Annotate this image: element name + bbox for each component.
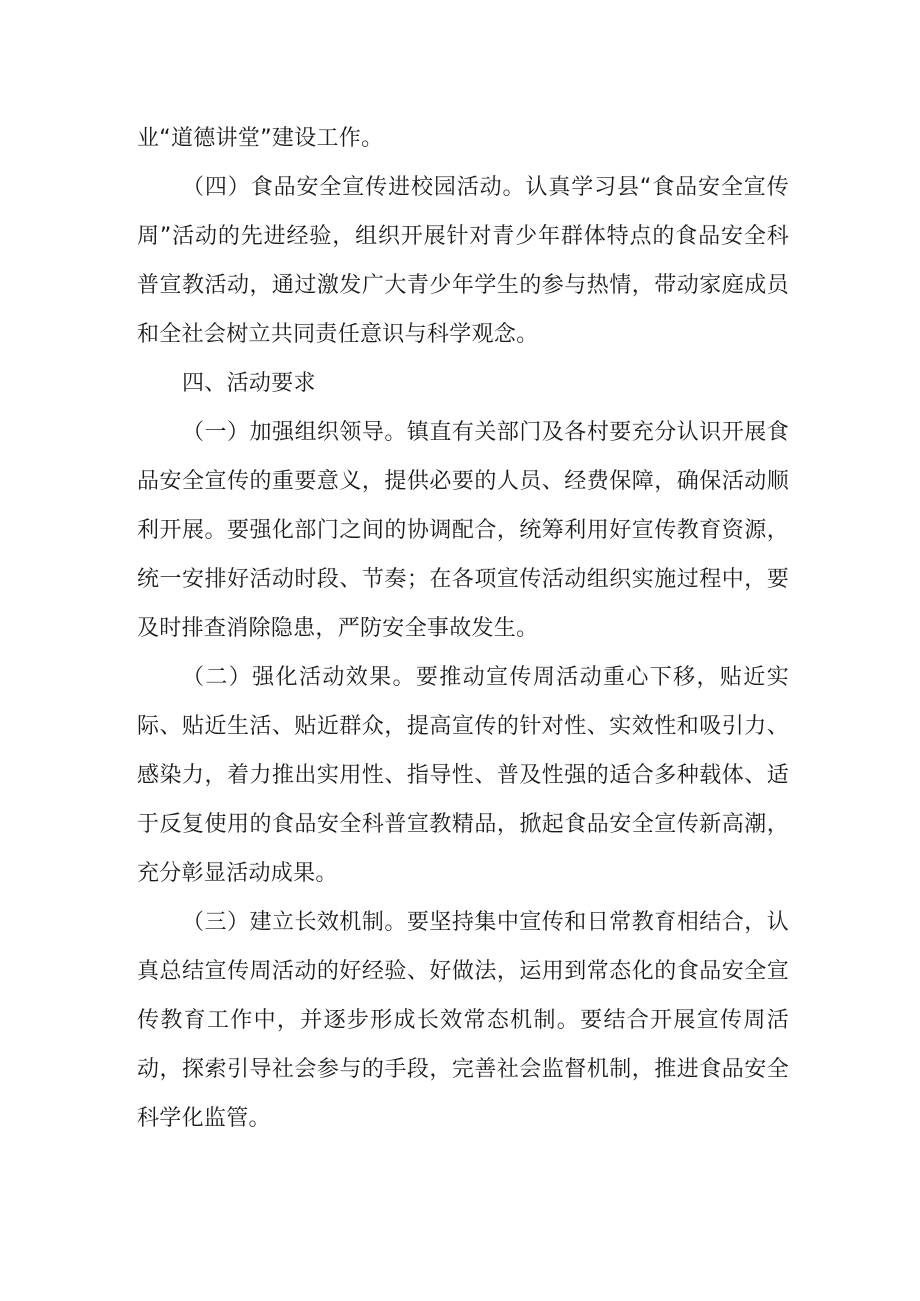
section-heading-requirements: 四、活动要求	[182, 371, 316, 396]
paragraph-organization: （一）加强组织领导。镇直有关部门及各村要充分认识开展食品安全宣传的重要意义，提供必要的人员、经费保障，确保活动顺利开展。要强化部门之间的协调配合，统筹利用好宣传教育资源，统一安排好活动时段、节奏；在各项宣传活动组织实施过程中，要及时排查消除隐患，严防安全事故发生。	[137, 420, 789, 641]
paragraph-campus-activity: （四）食品安全宣传进校园活动。认真学习县“食品安全宣传周”活动的先进经验，组织开展针对青少年群体特点的食品安全科普宣教活动，通过激发广大青少年学生的参与热情，带动家庭成员和全社会树立共同责任意识与科学观念。	[137, 175, 789, 347]
document-body	[137, 114, 789, 1143]
paragraph-effectiveness: （二）强化活动效果。要推动宣传周活动重心下移，贴近实际、贴近生活、贴近群众，提高宣传的针对性、实效性和吸引力、感染力，着力推出实用性、指导性、普及性强的适合多种载体、适于反复使用的食品安全科普宣教精品，掀起食品安全宣传新高潮，充分彰显活动成果。	[137, 665, 789, 886]
paragraph-long-term-mechanism: （三）建立长效机制。要坚持集中宣传和日常教育相结合，认真总结宣传周活动的好经验、好做法，运用到常态化的食品安全宣传教育工作中，并逐步形成长效常态机制。要结合开展宣传周活动，探索引导社会参与的手段，完善社会监督机制，推进食品安全科学化监管。	[137, 910, 789, 1131]
paragraph-continuation: 业“道德讲堂”建设工作。	[137, 126, 384, 151]
